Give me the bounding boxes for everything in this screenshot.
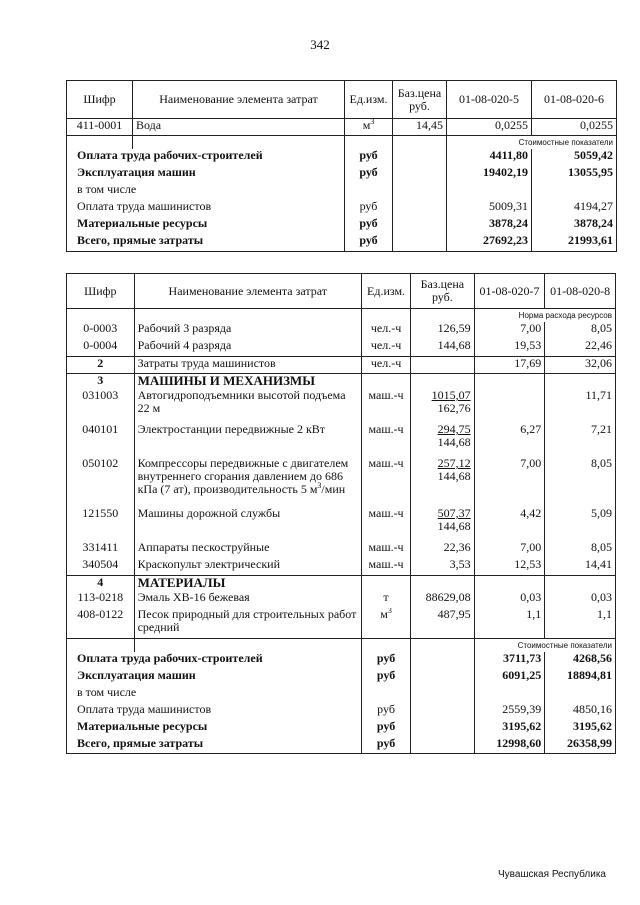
cost-unit: руб bbox=[361, 737, 410, 754]
cost-empty bbox=[411, 720, 475, 737]
resource-code: 411-0001 bbox=[67, 119, 133, 136]
cost-row bbox=[67, 183, 617, 200]
operators-unit: чел.-ч bbox=[361, 356, 410, 373]
cost-value-1 bbox=[474, 686, 545, 703]
table-row bbox=[67, 339, 616, 356]
cost-row bbox=[67, 720, 616, 737]
labor-code: 0-0004 bbox=[67, 339, 135, 356]
machine-name: Компрессоры передвижные с двигателем внутреннего сгорания давлением до 686 кПа (7 ат), производительность 5 $м^3$/мин bbox=[134, 457, 361, 507]
cost-name: Оплата труда рабочих-строителей bbox=[67, 652, 362, 669]
cost-row bbox=[67, 737, 616, 754]
cost-name: Оплата труда рабочих-строителей bbox=[67, 149, 345, 166]
header-col1: 01-08-020-7 bbox=[474, 274, 545, 309]
machine-unit: маш.-ч bbox=[361, 457, 410, 507]
materials-section-code: 4 bbox=[67, 575, 135, 591]
material-v1: 0,03 bbox=[474, 591, 545, 608]
cost-name: Материальные ресурсы bbox=[67, 217, 345, 234]
machine-code: 331411 bbox=[67, 541, 135, 558]
machine-name: Автогидроподъемники высотой подъема 22 м bbox=[134, 389, 361, 423]
cost-unit: руб bbox=[345, 234, 393, 251]
cost-empty bbox=[393, 217, 447, 234]
cost-unit: руб bbox=[345, 200, 393, 217]
cost-empty bbox=[393, 149, 447, 166]
labor-v1: 7,00 bbox=[474, 322, 545, 339]
cost-empty bbox=[393, 166, 447, 183]
cost-name: Оплата труда машинистов bbox=[67, 703, 362, 720]
table-row bbox=[67, 322, 616, 339]
header-unit: Ед.изм. bbox=[345, 81, 393, 119]
material-row bbox=[67, 591, 616, 608]
cost-value-2: 3878,24 bbox=[532, 217, 617, 234]
header-name: Наименование элемента затрат bbox=[134, 274, 361, 309]
page-number: 342 bbox=[310, 37, 330, 52]
cost-name: Эксплуатация машин bbox=[67, 669, 362, 686]
cost-empty bbox=[411, 652, 475, 669]
cost-empty bbox=[411, 686, 475, 703]
machine-name: Краскопульт электрический bbox=[134, 558, 361, 575]
labor-name: Рабочий 4 разряда bbox=[134, 339, 361, 356]
material-price: 88629,08 bbox=[411, 591, 475, 608]
header-code: Шифр bbox=[67, 81, 133, 119]
cost-empty bbox=[393, 234, 447, 251]
machine-v1: 6,27 bbox=[474, 423, 545, 457]
machine-code: 340504 bbox=[67, 558, 135, 575]
norm-label: Норма расхода ресурсов bbox=[474, 309, 615, 323]
cost-empty bbox=[393, 183, 447, 200]
labor-v1: 19,53 bbox=[474, 339, 545, 356]
materials-section-title: МАТЕРИАЛЫ bbox=[134, 575, 361, 591]
machine-code: 031003 bbox=[67, 389, 135, 423]
header-price: Баз.цена руб. bbox=[411, 274, 475, 309]
material-price: 487,95 bbox=[411, 608, 475, 638]
cost-value-1: 12998,60 bbox=[474, 737, 545, 754]
material-v2: 1,1 bbox=[545, 608, 616, 638]
cost-empty bbox=[411, 669, 475, 686]
machine-row bbox=[67, 389, 616, 423]
machine-v1: 12,53 bbox=[474, 558, 545, 575]
machines-section-row bbox=[67, 373, 616, 389]
machine-name: Электростанции передвижные 2 кВт bbox=[134, 423, 361, 457]
footer-note: Чувашская Республика bbox=[498, 869, 606, 880]
materials-section-row bbox=[67, 575, 616, 591]
cost-unit: руб bbox=[361, 703, 410, 720]
machine-code: 050102 bbox=[67, 457, 135, 507]
cost-row bbox=[67, 686, 616, 703]
cost-value-2: 5059,42 bbox=[532, 149, 617, 166]
machine-v2: 14,41 bbox=[545, 558, 616, 575]
resource-v1: 0,0255 bbox=[447, 119, 532, 136]
machine-code: 040101 bbox=[67, 423, 135, 457]
cost-value-1: 4411,80 bbox=[447, 149, 532, 166]
cost-value-2: 26358,99 bbox=[545, 737, 616, 754]
operators-price bbox=[411, 356, 475, 373]
operators-row bbox=[67, 356, 616, 373]
machine-unit: маш.-ч bbox=[361, 507, 410, 541]
cost-value-1: 5009,31 bbox=[447, 200, 532, 217]
cost-row bbox=[67, 234, 617, 251]
cost-table-1 bbox=[66, 80, 617, 252]
header-price: Баз.цена руб. bbox=[393, 81, 447, 119]
cost-value-1: 3711,73 bbox=[474, 652, 545, 669]
machine-price: 294,75 144,68 bbox=[411, 423, 475, 457]
cost-row bbox=[67, 149, 617, 166]
cost-name: Оплата труда машинистов bbox=[67, 200, 345, 217]
cost-section-label: Стоимостные показатели bbox=[447, 136, 617, 150]
labor-v2: 22,46 bbox=[545, 339, 616, 356]
cost-value-2 bbox=[545, 686, 616, 703]
machine-code: 121550 bbox=[67, 507, 135, 541]
material-unit: т bbox=[361, 591, 410, 608]
cost-value-2: 3195,62 bbox=[545, 720, 616, 737]
cost-value-1: 2559,39 bbox=[474, 703, 545, 720]
material-row bbox=[67, 608, 616, 638]
header-unit: Ед.изм. bbox=[361, 274, 410, 309]
cost-unit: руб bbox=[345, 217, 393, 234]
cost-empty bbox=[411, 737, 475, 754]
machine-v2: 8,05 bbox=[545, 457, 616, 507]
cost-unit: руб bbox=[361, 652, 410, 669]
cost-unit bbox=[361, 686, 410, 703]
cost-section-label: Стоимостные показатели bbox=[474, 638, 615, 652]
cost-value-1 bbox=[447, 183, 532, 200]
resource-price: 14,45 bbox=[393, 119, 447, 136]
cost-value-2: 4194,27 bbox=[532, 200, 617, 217]
machine-v2: 11,71 bbox=[545, 389, 616, 423]
header-name: Наименование элемента затрат bbox=[133, 81, 345, 119]
cost-unit: руб bbox=[361, 720, 410, 737]
cost-name: Материальные ресурсы bbox=[67, 720, 362, 737]
machine-row bbox=[67, 457, 616, 507]
cost-empty bbox=[393, 200, 447, 217]
cost-row bbox=[67, 652, 616, 669]
cost-empty bbox=[411, 703, 475, 720]
machine-v1: 7,00 bbox=[474, 457, 545, 507]
machine-row bbox=[67, 423, 616, 457]
labor-v2: 8,05 bbox=[545, 322, 616, 339]
operators-v1: 17,69 bbox=[474, 356, 545, 373]
resource-name: Вода bbox=[133, 119, 345, 136]
cost-value-2: 4268,56 bbox=[545, 652, 616, 669]
resource-unit: $м^3$ bbox=[345, 119, 393, 136]
machine-row bbox=[67, 558, 616, 575]
labor-name: Рабочий 3 разряда bbox=[134, 322, 361, 339]
machine-v1: 4,42 bbox=[474, 507, 545, 541]
machine-name: Машины дорожной службы bbox=[134, 507, 361, 541]
material-name: Песок природный для строительных работ средний bbox=[134, 608, 361, 638]
operators-code: 2 bbox=[67, 356, 135, 373]
header-col2: 01-08-020-8 bbox=[545, 274, 616, 309]
machine-v1: 7,00 bbox=[474, 541, 545, 558]
machine-v2: 5,09 bbox=[545, 507, 616, 541]
cost-name: в том числе bbox=[67, 686, 362, 703]
material-code: 408-0122 bbox=[67, 608, 135, 638]
material-v1: 1,1 bbox=[474, 608, 545, 638]
cost-table-2 bbox=[66, 273, 616, 754]
labor-code: 0-0003 bbox=[67, 322, 135, 339]
cost-value-1: 3878,24 bbox=[447, 217, 532, 234]
machine-unit: маш.-ч bbox=[361, 389, 410, 423]
header-col2: 01-08-020-6 bbox=[532, 81, 617, 119]
cost-value-1: 27692,23 bbox=[447, 234, 532, 251]
machine-price: 3,53 bbox=[411, 558, 475, 575]
cost-value-1: 19402,19 bbox=[447, 166, 532, 183]
operators-v2: 32,06 bbox=[545, 356, 616, 373]
material-unit: $м^3$ bbox=[361, 608, 410, 638]
machine-price: 257,12 144,68 bbox=[411, 457, 475, 507]
cost-row bbox=[67, 217, 617, 234]
cost-value-1: 6091,25 bbox=[474, 669, 545, 686]
machine-row bbox=[67, 541, 616, 558]
resource-v2: 0,0255 bbox=[532, 119, 617, 136]
machines-section-code: 3 bbox=[67, 373, 135, 389]
material-name: Эмаль ХВ-16 бежевая bbox=[134, 591, 361, 608]
labor-price: 126,59 bbox=[411, 322, 475, 339]
machine-price: 507,37 144,68 bbox=[411, 507, 475, 541]
machine-v1 bbox=[474, 389, 545, 423]
cost-row bbox=[67, 669, 616, 686]
machine-price: 1015,07 162,76 bbox=[411, 389, 475, 423]
cost-unit: руб bbox=[361, 669, 410, 686]
cost-unit bbox=[345, 183, 393, 200]
cost-unit: руб bbox=[345, 149, 393, 166]
cost-name: в том числе bbox=[67, 183, 345, 200]
cost-value-2 bbox=[532, 183, 617, 200]
cost-name: Всего, прямые затраты bbox=[67, 737, 362, 754]
cost-row bbox=[67, 166, 617, 183]
machine-v2: 7,21 bbox=[545, 423, 616, 457]
machine-v2: 8,05 bbox=[545, 541, 616, 558]
header-col1: 01-08-020-5 bbox=[447, 81, 532, 119]
machines-section-title: МАШИНЫ И МЕХАНИЗМЫ bbox=[134, 373, 361, 389]
cost-value-2: 4850,16 bbox=[545, 703, 616, 720]
cost-name: Эксплуатация машин bbox=[67, 166, 345, 183]
machine-name: Аппараты пескоструйные bbox=[134, 541, 361, 558]
machine-unit: маш.-ч bbox=[361, 423, 410, 457]
machine-row bbox=[67, 507, 616, 541]
machine-price: 22,36 bbox=[411, 541, 475, 558]
cost-name: Всего, прямые затраты bbox=[67, 234, 345, 251]
cost-value-2: 21993,61 bbox=[532, 234, 617, 251]
operators-name: Затраты труда машинистов bbox=[134, 356, 361, 373]
material-v2: 0,03 bbox=[545, 591, 616, 608]
machine-unit: маш.-ч bbox=[361, 541, 410, 558]
cost-value-1: 3195,62 bbox=[474, 720, 545, 737]
cost-value-2: 13055,95 bbox=[532, 166, 617, 183]
labor-unit: чел.-ч bbox=[361, 322, 410, 339]
cost-unit: руб bbox=[345, 166, 393, 183]
labor-unit: чел.-ч bbox=[361, 339, 410, 356]
machine-unit: маш.-ч bbox=[361, 558, 410, 575]
table-row bbox=[67, 119, 617, 136]
material-code: 113-0218 bbox=[67, 591, 135, 608]
header-code: Шифр bbox=[67, 274, 135, 309]
cost-row bbox=[67, 200, 617, 217]
labor-price: 144,68 bbox=[411, 339, 475, 356]
cost-row bbox=[67, 703, 616, 720]
cost-value-2: 18894,81 bbox=[545, 669, 616, 686]
